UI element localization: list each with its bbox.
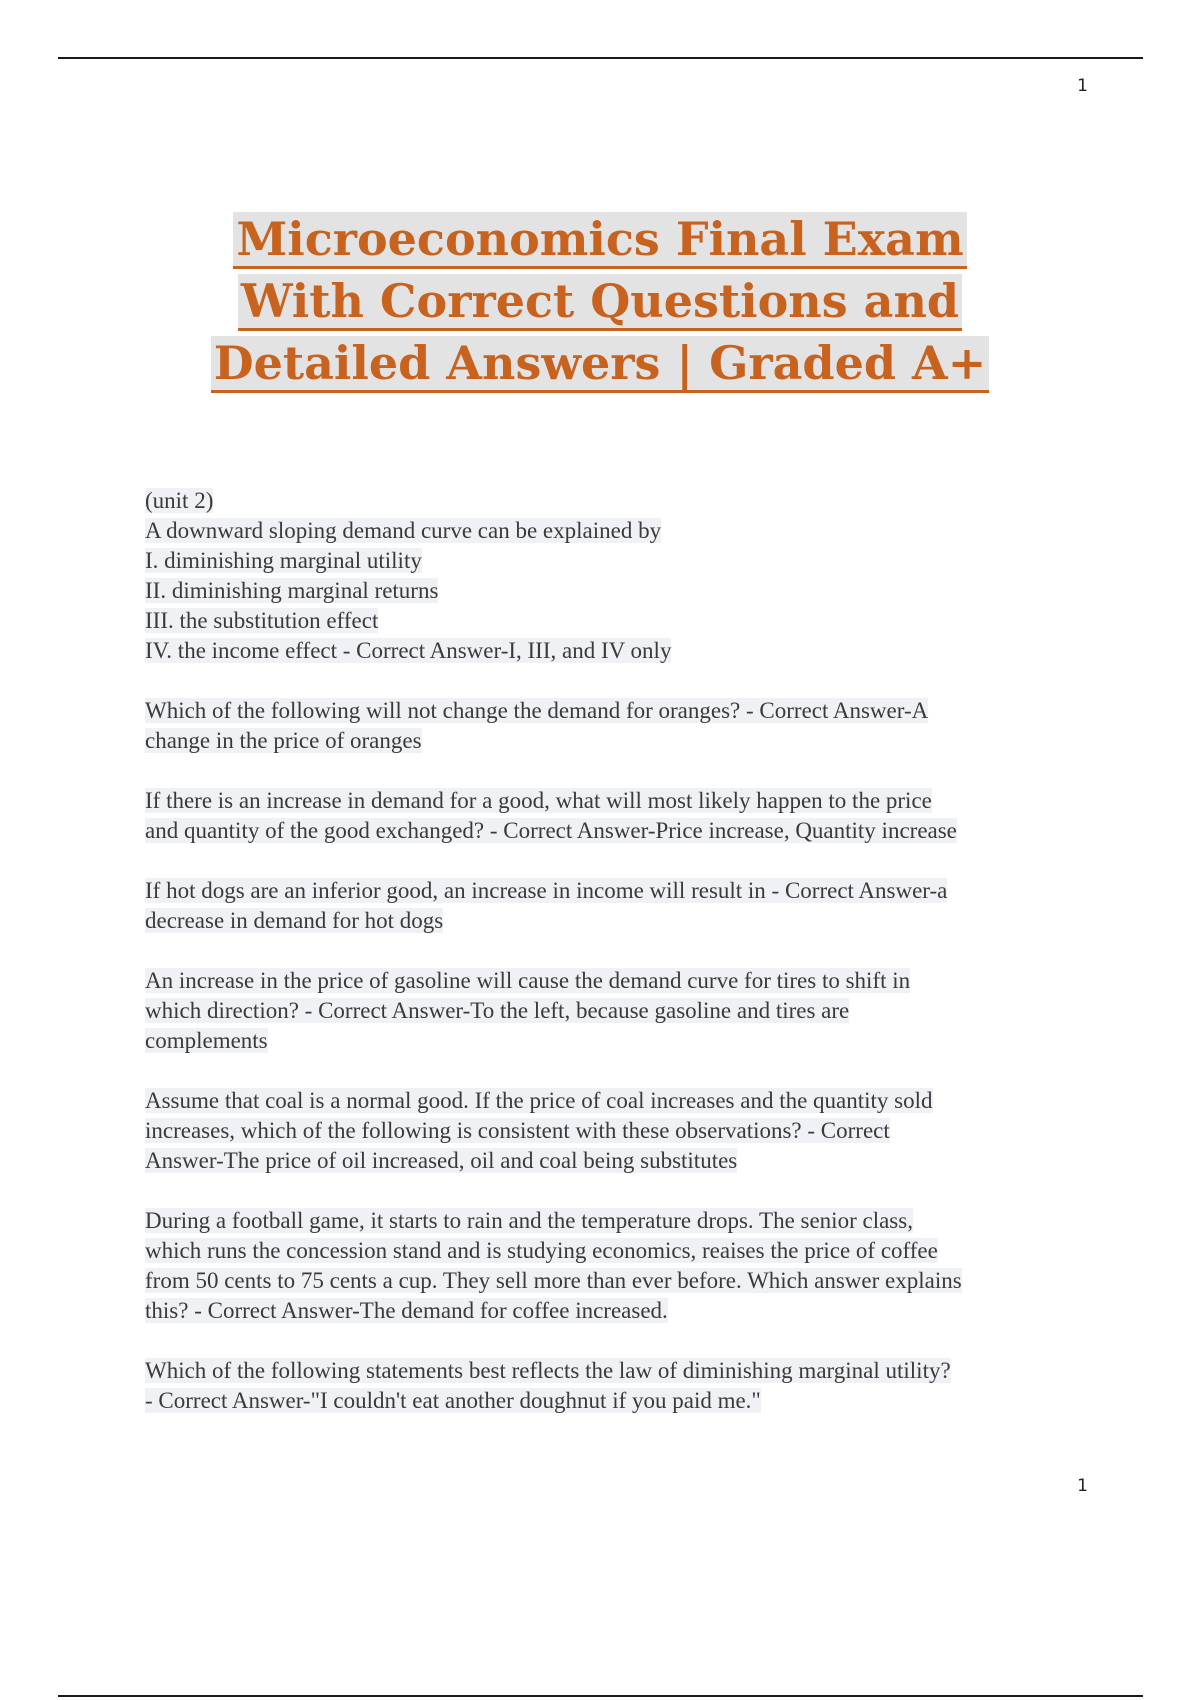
qa-item <box>145 876 1095 936</box>
qa-line: Answer-The price of oil increased, oil and coal being substitutes <box>145 1148 738 1173</box>
qa-item <box>145 1086 1095 1176</box>
qa-line: Which of the following statements best reflects the law of diminishing marginal utility? <box>145 1358 951 1383</box>
qa-line: If hot dogs are an inferior good, an increase in income will result in - Correct Answer-a <box>145 878 948 903</box>
page-number-bottom: 1 <box>1077 1476 1088 1496</box>
qa-line: I. diminishing marginal utility <box>145 548 422 573</box>
qa-line: A downward sloping demand curve can be explained by <box>145 518 662 543</box>
qa-list <box>145 486 1095 1446</box>
qa-line: (unit 2) <box>145 488 214 513</box>
qa-line: decrease in demand for hot dogs <box>145 908 444 933</box>
qa-line: Assume that coal is a normal good. If the price of coal increases and the quantity sold <box>145 1088 933 1113</box>
qa-line: complements <box>145 1028 268 1053</box>
title-line-3: Detailed Answers | Graded A+ <box>211 336 990 393</box>
page-number-top: 1 <box>1077 76 1088 96</box>
qa-line: If there is an increase in demand for a good, what will most likely happen to the price <box>145 788 932 813</box>
qa-line: from 50 cents to 75 cents a cup. They sell more than ever before. Which answer explains <box>145 1268 962 1293</box>
qa-line: III. the substitution effect <box>145 608 379 633</box>
qa-line: Which of the following will not change the demand for oranges? - Correct Answer-A <box>145 698 929 723</box>
qa-line: - Correct Answer-"I couldn't eat another doughnut if you paid me." <box>145 1388 761 1413</box>
qa-line: and quantity of the good exchanged? - Correct Answer-Price increase, Quantity increase <box>145 818 957 843</box>
qa-line: which direction? - Correct Answer-To the left, because gasoline and tires are <box>145 998 850 1023</box>
qa-item <box>145 696 1095 756</box>
header-rule <box>58 57 1143 59</box>
qa-item <box>145 786 1095 846</box>
qa-item <box>145 966 1095 1056</box>
qa-line: II. diminishing marginal returns <box>145 578 439 603</box>
qa-item <box>145 486 1095 666</box>
qa-line: An increase in the price of gasoline will cause the demand curve for tires to shift in <box>145 968 911 993</box>
qa-line: IV. the income effect - Correct Answer-I, III, and IV only <box>145 638 672 663</box>
title-line-2: With Correct Questions and <box>238 274 962 331</box>
footer-rule <box>58 1695 1143 1697</box>
document-title <box>100 208 1100 394</box>
qa-item <box>145 1206 1095 1326</box>
qa-line: increases, which of the following is consistent with these observations? - Correct <box>145 1118 890 1143</box>
qa-line: During a football game, it starts to rain and the temperature drops. The senior class, <box>145 1208 913 1233</box>
qa-line: change in the price of oranges <box>145 728 422 753</box>
qa-line: this? - Correct Answer-The demand for coffee increased. <box>145 1298 668 1323</box>
title-line-1: Microeconomics Final Exam <box>233 212 966 269</box>
qa-line: which runs the concession stand and is studying economics, reaises the price of coffee <box>145 1238 938 1263</box>
qa-item <box>145 1356 1095 1416</box>
